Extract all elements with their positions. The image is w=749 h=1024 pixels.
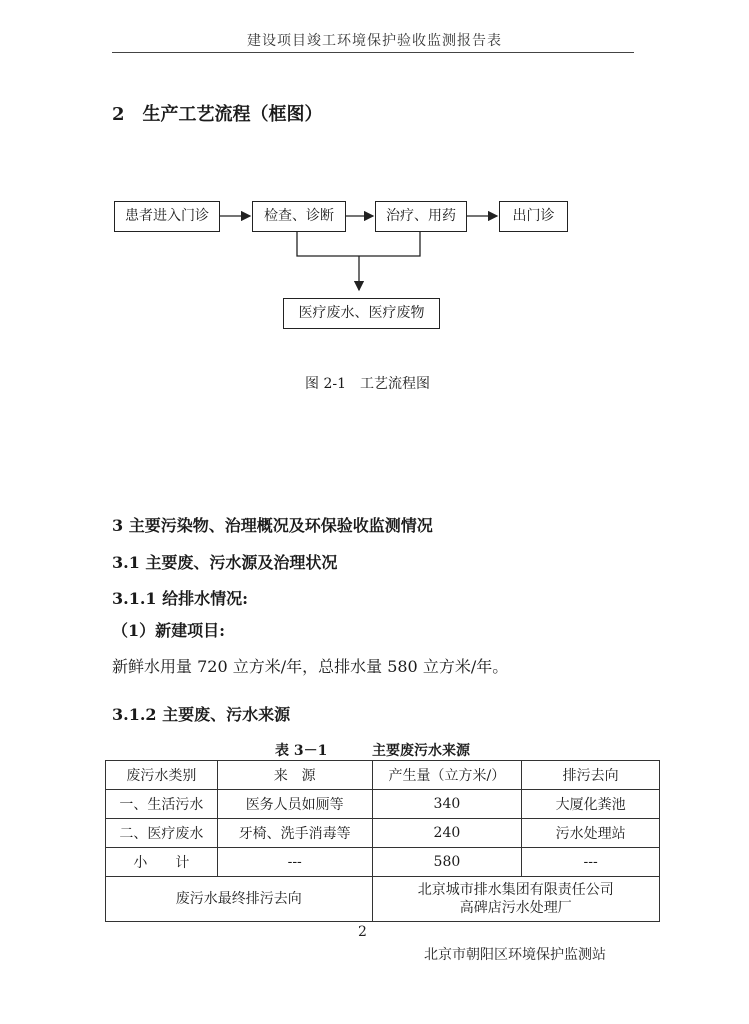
table-header-cell: 产生量（立方米/）	[372, 761, 522, 790]
flow-box-exam-diagnosis: 检查、诊断	[252, 201, 346, 232]
water-usage-text: 新鲜水用量 720 立方米/年，总排水量 580 立方米/年。	[112, 657, 509, 676]
table-row	[106, 819, 660, 848]
table-final-row	[106, 877, 660, 922]
table-header-row	[106, 761, 660, 790]
page-number: 2	[358, 924, 367, 940]
new-project-heading: （1）新建项目:	[112, 621, 226, 640]
table-cell: 小 计	[106, 848, 218, 877]
table-row	[106, 790, 660, 819]
table-cell: 污水处理站	[522, 819, 660, 848]
section-2-heading: 2 生产工艺流程（框图）	[112, 104, 323, 125]
figure-caption: 图 2-1 工艺流程图	[305, 376, 430, 392]
table-header-cell: 废污水类别	[106, 761, 218, 790]
table-cell: ---	[217, 848, 372, 877]
table-cell: 240	[372, 819, 522, 848]
flow-box-exit: 出门诊	[499, 201, 568, 232]
table-cell: 牙椅、洗手消毒等	[217, 819, 372, 848]
table-row	[106, 848, 660, 877]
table-cell: 340	[372, 790, 522, 819]
table-cell: ---	[522, 848, 660, 877]
section-3-1-2-heading: 3.1.2 主要废、污水来源	[112, 705, 291, 724]
table-cell: 大厦化粪池	[522, 790, 660, 819]
table-cell: 医务人员如厕等	[217, 790, 372, 819]
table-title: 主要废污水来源	[372, 743, 470, 759]
flow-box-medical-waste: 医疗废水、医疗废物	[283, 298, 440, 329]
table-cell: 一、生活污水	[106, 790, 218, 819]
footer-org: 北京市朝阳区环境保护监测站	[424, 947, 606, 963]
flow-box-treatment: 治疗、用药	[375, 201, 467, 232]
final-destination-value	[372, 877, 659, 922]
wastewater-source-table	[105, 760, 660, 922]
report-header: 建设项目竣工环境保护验收监测报告表	[247, 33, 502, 49]
table-header-cell: 来 源	[217, 761, 372, 790]
table-label: 表 3－1	[275, 743, 328, 759]
flow-box-patient-entry: 患者进入门诊	[114, 201, 220, 232]
final-destination-line1: 北京城市排水集团有限责任公司	[417, 882, 614, 898]
table-cell: 二、医疗废水	[106, 819, 218, 848]
section-3-1-heading: 3.1 主要废、污水源及治理状况	[112, 553, 338, 572]
table-header-cell: 排污去向	[522, 761, 660, 790]
branch-connector	[297, 230, 420, 256]
section-3-heading: 3 主要污染物、治理概况及环保验收监测情况	[112, 516, 433, 535]
final-destination-label: 废污水最终排污去向	[106, 877, 373, 922]
section-3-1-1-heading: 3.1.1 给排水情况:	[112, 589, 249, 608]
table-cell: 580	[372, 848, 522, 877]
final-destination-line2: 高碑店污水处理厂	[459, 900, 572, 916]
